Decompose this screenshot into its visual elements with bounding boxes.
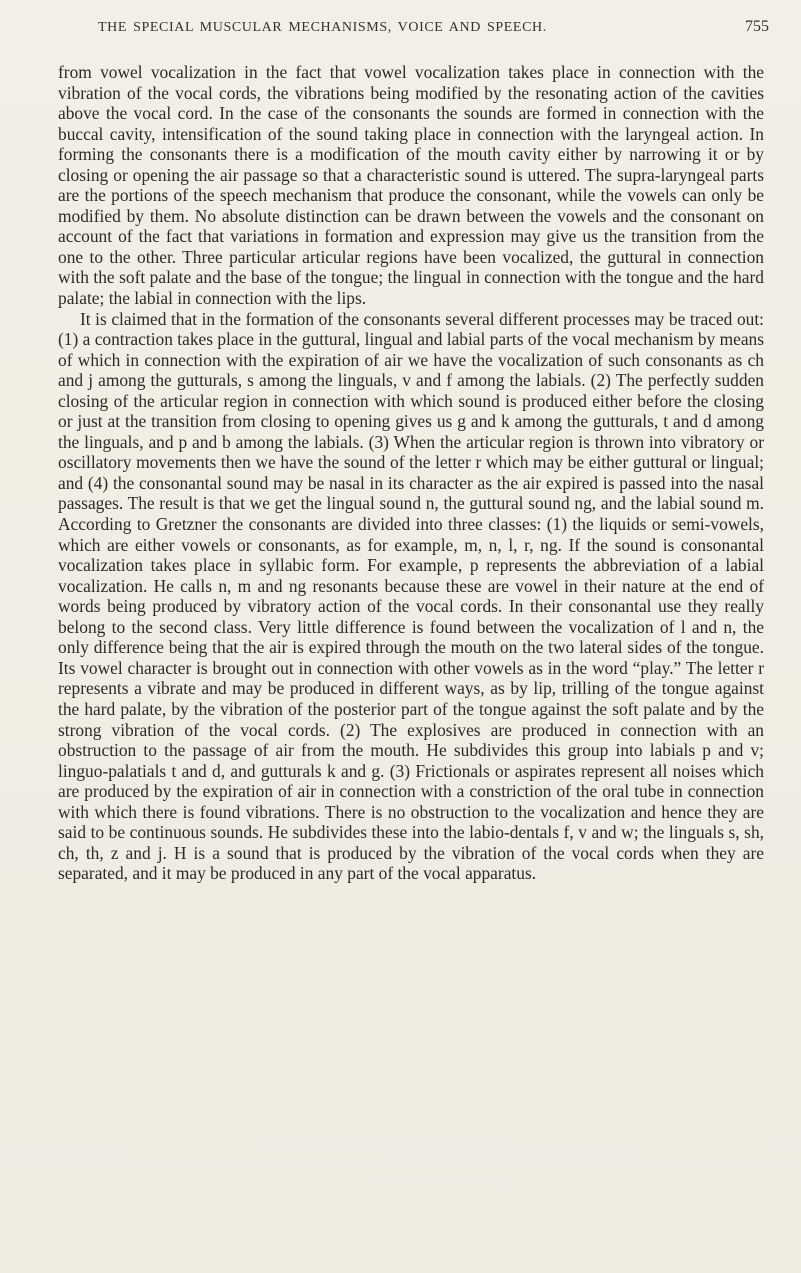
page-number: 755 bbox=[745, 18, 769, 35]
running-head-title: THE SPECIAL MUSCULAR MECHANISMS, VOICE AND SPEECH. bbox=[98, 20, 547, 35]
body-text bbox=[58, 62, 764, 884]
running-head bbox=[58, 14, 769, 38]
paragraph-consonant-formation: It is claimed that in the formation of the consonants several different processes may be traced out: (1) a contraction takes place in the guttural, lingual and labial parts of the vocal mechanism by means of which in connection with the expiration of air we have the vocalization of such consonants as ch and j among the gutturals, s among the linguals, v and f among the labials. (2) The perfectly sudden closing of the articular region in connection with which sound is produced either before the closing or just at the transition from closing to opening gives us g and k among the gutturals, t and d among the linguals, and p and b among the labials. (3) When the articular region is thrown into vibratory or oscillatory movements then we have the sound of the letter r which may be either guttural or lingual; and (4) the consonantal sound may be nasal in its character as the air expired is passed into the nasal passages. The result is that we get the lingual sound n, the guttural sound ng, and the labial sound m. According to Gretzner the consonants are divided into three classes: (1) the liquids or semi-vowels, which are either vowels or consonants, as for example, m, n, l, r, ng. If the sound is consonantal vocalization takes place in syllabic form. For example, p represents the abbreviation of a labial vocalization. He calls n, m and ng resonants because these are vowel in their nature at the end of words being produced by vibratory action of the vocal cords. In their consonantal use they really belong to the second class. Very little difference is found between the vocalization of l and n, the only difference being that the air is expired through the mouth on the two lateral sides of the tongue. Its vowel character is brought out in connection with other vowels as in the word “play.” The letter r represents a vibrate and may be produced in different ways, as by lip, trilling of the tongue against the hard palate, by the vibration of the posterior part of the tongue against the soft palate and by the strong vibration of the vocal cords. (2) The explosives are produced in connection with an obstruction to the passage of air from the mouth. He subdivides this group into labials p and v; linguo-palatials t and d, and gutturals k and g. (3) Frictionals or aspirates represent all noises which are produced by the expiration of air in connection with a constriction of the oral tube in connection with which there is found vibrations. There is no obstruction to the vocalization and hence they are said to be continuous sounds. He subdivides these into the labio-dentals f, v and w; the linguals s, sh, ch, th, z and j. H is a sound that is produced by the vibration of the vocal cords when they are separated, and it may be produced in any part of the vocal apparatus. bbox=[58, 308, 765, 884]
paragraph-continuation: from vowel vocalization in the fact that vowel vocalization takes place in connection with the vibration of the vocal cords, the vibrations being modified by the resonating action of the cavities above the vocal cord. In the case of the consonants the sounds are formed in connection with the buccal cavity, intensification of the sound taking place in connection with the laryngeal action. In forming the consonants there is a modification of the mouth cavity either by narrowing it or by closing or opening the air passage so that a characteristic sound is uttered. The supra-laryngeal parts are the portions of the speech mechanism that produce the consonant, while the vowels can only be modified by them. No absolute distinction can be drawn between the vowels and the consonant on account of the fact that variations in formation and expression may give us the transition from the one to the other. Three particular articular regions have been vocalized, the guttural in connection with the soft palate and the base of the tongue; the lingual in connection with the tongue and the hard palate; the labial in connection with the lips. bbox=[58, 62, 764, 309]
